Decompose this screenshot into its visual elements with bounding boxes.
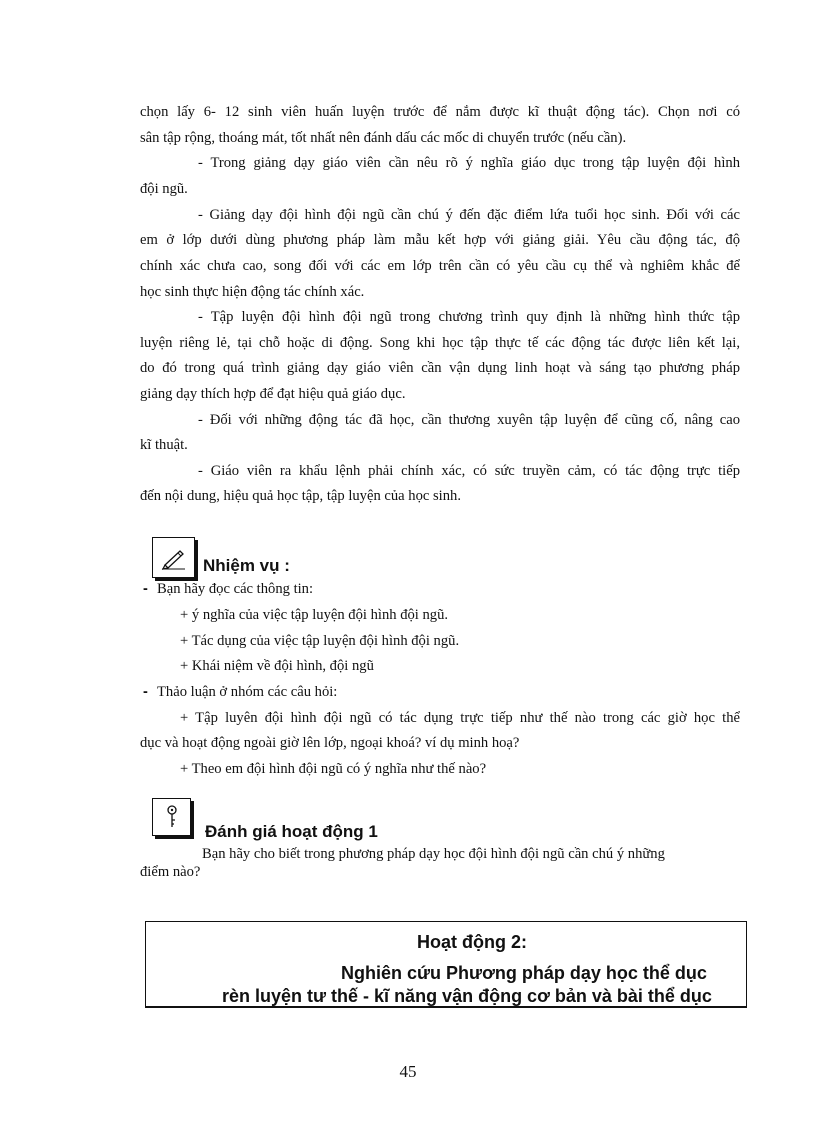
task-title: Nhiệm vụ : (203, 556, 290, 575)
read-item-2: + Tác dụng của việc tập luyện đội hình đội ngũ. (180, 633, 460, 649)
body-p5-line2: kĩ thuật. (140, 437, 188, 453)
activity-2-subtitle-line1: Nghiên cứu Phương pháp dạy học thể dục (341, 963, 707, 983)
body-p4-line1: - Tập luyện đội hình đội ngũ trong chương trình quy định là những hình thức tập (198, 309, 740, 325)
discuss-bullet: - (143, 684, 148, 700)
evaluation-text-line2: điểm nào? (140, 864, 201, 880)
question-1-line1: + Tập luyên đội hình đội ngũ có tác dụng trực tiếp như thế nào trong các giờ học thể (180, 710, 740, 726)
body-p5-line1: - Đối với những động tác đã học, cần thương xuyên tập luyện để cũng cố, nâng cao (198, 412, 740, 428)
body-p4-line2: luyện riêng lẻ, tại chỗ hoặc di động. Song khi học tập thực tế các động tác được liên kết lại, (140, 335, 740, 351)
body-p3-line4: học sinh thực hiện động tác chính xác. (140, 284, 365, 300)
body-p1-line2: sân tập rộng, thoáng mát, tốt nhất nên đánh dấu các mốc di chuyển trước (nếu cần). (140, 130, 627, 146)
read-item-1: + ý nghĩa của việc tập luyện đội hình đội ngũ. (180, 607, 449, 623)
pencil-icon (160, 546, 188, 570)
body-p4-line4: giảng dạy thích hợp để đạt hiệu quả giáo dục. (140, 386, 406, 402)
read-intro: Bạn hãy đọc các thông tin: (157, 581, 314, 597)
activity-2-subtitle-line2: rèn luyện tư thế - kĩ năng vận động cơ bản và bài thể dục (222, 986, 712, 1006)
body-p3-line3: chính xác chưa cao, song đối với các em lớp trên cần có yêu cầu cụ thể và nghiêm khắc để (140, 258, 740, 274)
body-p2-line2: đội ngũ. (140, 181, 188, 197)
body-p2-line1: - Trong giảng dạy giáo viên cần nêu rõ ý nghĩa giáo dục trong tập luyện đội hình (198, 155, 740, 171)
read-bullet: - (143, 581, 148, 597)
body-p6-line2: đến nội dung, hiệu quả học tập, tập luyện của học sinh. (140, 488, 461, 504)
key-icon (162, 804, 182, 830)
body-p4-line3: do đó trong quá trình giảng dạy giáo viên cần vận dụng linh hoạt và sáng tạo phương pháp (140, 360, 740, 376)
activity-2-box (145, 921, 747, 1008)
read-item-3: + Khái niệm về đội hình, đội ngũ (180, 658, 374, 674)
evaluation-text-line1: Bạn hãy cho biết trong phương pháp dạy học đội hình đội ngũ cần chú ý những (202, 846, 665, 862)
question-1-line2: dục và hoạt động ngoài giờ lên lớp, ngoại khoá? ví dụ minh hoạ? (140, 735, 520, 751)
body-p3-line2: em ở lớp dưới dùng phương pháp làm mẫu kết hợp với giảng giải. Yêu cầu động tác, độ (140, 232, 740, 248)
body-p6-line1: - Giáo viên ra khẩu lệnh phải chính xác, có sức truyền cảm, có tác động trực tiếp (198, 463, 740, 479)
pencil-icon-box (152, 537, 195, 578)
question-2: + Theo em đội hình đội ngũ có ý nghĩa như thế nào? (180, 761, 487, 777)
key-icon-box (152, 798, 191, 836)
discuss-intro: Thảo luận ở nhóm các câu hỏi: (157, 684, 338, 700)
body-p1-line1: chọn lấy 6- 12 sinh viên huấn luyện trước để nắm được kĩ thuật động tác). Chọn nơi có (140, 104, 740, 120)
activity-2-title: Hoạt động 2: (417, 932, 527, 952)
page-number: 45 (399, 1062, 417, 1081)
body-p3-line1: - Giảng dạy đội hình đội ngũ cần chú ý đến đặc điểm lứa tuổi học sinh. Đối với các (198, 207, 740, 223)
evaluation-title: Đánh giá hoạt động 1 (205, 822, 378, 841)
